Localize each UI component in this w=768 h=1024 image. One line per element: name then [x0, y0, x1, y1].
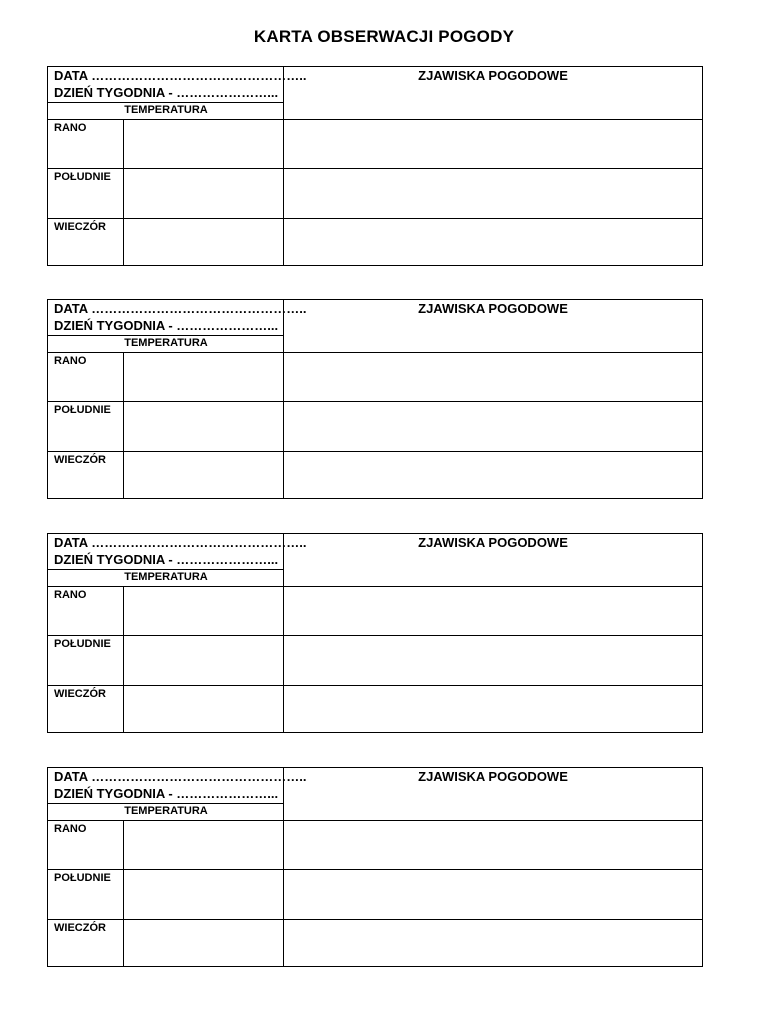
- label-column-divider: [123, 820, 124, 966]
- row-divider: [48, 119, 702, 120]
- row-divider: [48, 635, 702, 636]
- row-label-evening: WIECZÓR: [54, 688, 106, 700]
- row-divider: [48, 401, 702, 402]
- temperature-header: TEMPERATURA: [124, 104, 208, 116]
- row-label-morning: RANO: [54, 122, 87, 134]
- row-label-evening: WIECZÓR: [54, 922, 106, 934]
- row-divider: [48, 451, 702, 452]
- row-label-morning: RANO: [54, 355, 87, 367]
- observation-card: [47, 66, 703, 266]
- column-divider: [283, 768, 284, 966]
- row-label-evening: WIECZÓR: [54, 221, 106, 233]
- row-label-noon: POŁUDNIE: [54, 872, 111, 884]
- column-divider: [283, 300, 284, 498]
- observation-card: [47, 299, 703, 499]
- weekday-field[interactable]: DZIEŃ TYGODNIA - …………………...: [54, 786, 279, 801]
- date-field[interactable]: DATA …………………………………………..: [54, 769, 307, 784]
- row-label-noon: POŁUDNIE: [54, 638, 111, 650]
- date-field[interactable]: DATA …………………………………………..: [54, 68, 307, 83]
- column-divider: [283, 67, 284, 265]
- temperature-header: TEMPERATURA: [124, 805, 208, 817]
- label-column-divider: [123, 586, 124, 732]
- row-label-noon: POŁUDNIE: [54, 171, 111, 183]
- row-label-morning: RANO: [54, 823, 87, 835]
- weather-phenomena-header: ZJAWISKA POGODOWE: [418, 68, 568, 83]
- temperature-divider: [48, 335, 284, 336]
- weather-phenomena-header: ZJAWISKA POGODOWE: [418, 769, 568, 784]
- label-column-divider: [123, 119, 124, 265]
- row-divider: [48, 869, 702, 870]
- observation-card: [47, 767, 703, 967]
- row-divider: [48, 685, 702, 686]
- weather-phenomena-header: ZJAWISKA POGODOWE: [418, 301, 568, 316]
- row-divider: [48, 218, 702, 219]
- date-field[interactable]: DATA …………………………………………..: [54, 301, 307, 316]
- row-divider: [48, 586, 702, 587]
- label-column-divider: [123, 352, 124, 498]
- row-divider: [48, 919, 702, 920]
- row-label-evening: WIECZÓR: [54, 454, 106, 466]
- column-divider: [283, 534, 284, 732]
- temperature-divider: [48, 803, 284, 804]
- page-title: KARTA OBSERWACJI POGODY: [253, 27, 515, 46]
- temperature-header: TEMPERATURA: [124, 571, 208, 583]
- row-divider: [48, 820, 702, 821]
- observation-card: [47, 533, 703, 733]
- temperature-header: TEMPERATURA: [124, 337, 208, 349]
- row-divider: [48, 168, 702, 169]
- temperature-divider: [48, 569, 284, 570]
- row-label-morning: RANO: [54, 589, 87, 601]
- weather-phenomena-header: ZJAWISKA POGODOWE: [418, 535, 568, 550]
- weekday-field[interactable]: DZIEŃ TYGODNIA - …………………...: [54, 85, 279, 100]
- row-divider: [48, 352, 702, 353]
- row-label-noon: POŁUDNIE: [54, 404, 111, 416]
- date-field[interactable]: DATA …………………………………………..: [54, 535, 307, 550]
- temperature-divider: [48, 102, 284, 103]
- weekday-field[interactable]: DZIEŃ TYGODNIA - …………………...: [54, 318, 279, 333]
- weekday-field[interactable]: DZIEŃ TYGODNIA - …………………...: [54, 552, 279, 567]
